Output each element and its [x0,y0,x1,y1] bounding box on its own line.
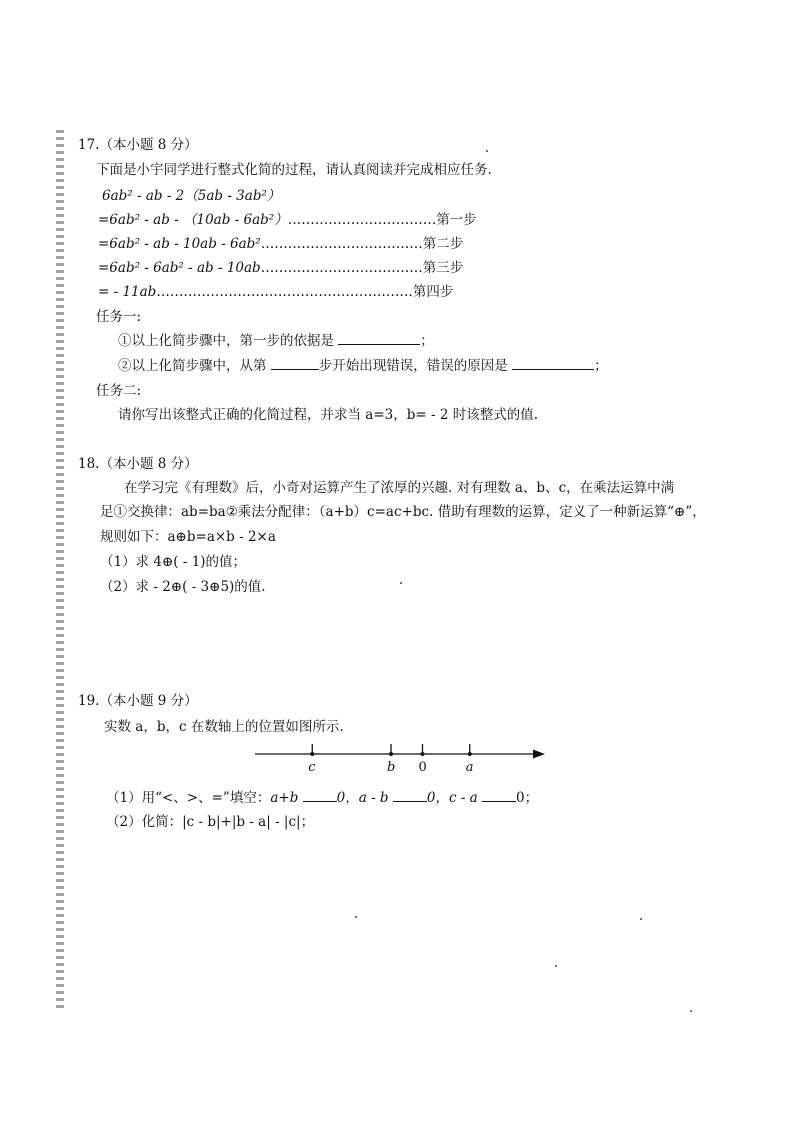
scan-speck [486,150,488,152]
arrow-head [533,750,545,759]
answer-blank[interactable] [482,789,516,802]
number-line-point-0 [421,752,425,756]
step-expr: =6ab² - 6ab² - ab - 10ab [98,260,261,276]
q17-intro: 下面是小宇同学进行整式化简的过程，请认真阅读并完成相应任务. [96,162,492,178]
number-line-label-a: a [465,760,474,775]
punct: ； [420,333,434,349]
binding-margin-marks [56,130,64,1010]
task1-item1-text: ①以上化简步骤中，第一步的依据是 [118,333,334,349]
step-expr: = - 11ab [98,284,157,300]
q17-task2-title: 任务二: [96,383,142,399]
q17-task2-text: 请你写出该整式正确的化简过程，并求当 a=3，b= - 2 时该整式的值. [118,407,539,423]
q19-part2: （2）化简：|c - b|+|b - a| - |c|； [106,814,315,830]
answer-blank[interactable] [303,789,337,802]
q17-step-2 [98,235,463,253]
step-expr: =6ab² - ab - （10ab - 6ab²） [98,212,288,228]
part1-expr-a: a+b [270,790,299,806]
scan-speck [640,918,642,920]
q19-part1 [106,789,538,807]
q17-step-4 [98,283,453,301]
q17-step-3 [98,259,463,277]
task1-item2-mid: 步开始出现错误，错误的原因是 [318,358,508,374]
step-label: 第三步 [422,260,464,276]
number-line-point-a [468,752,472,756]
q17-task1-title: 任务一: [96,309,142,325]
step-label: 第四步 [412,284,454,300]
number-line-point-c [310,752,314,756]
number-line-axis [255,738,545,778]
answer-blank[interactable] [512,357,594,370]
step-label: 第一步 [436,212,477,228]
task1-item2-text: ②以上化简步骤中，从第 [118,358,267,374]
step-dots: ……………………………… [260,260,423,276]
q18-part2: （2）求 - 2⊕( - 3⊕5)的值. [100,579,266,595]
step-dots: ………………………………………………… [156,284,413,300]
part1-expr-b: 0，a - b [336,790,389,806]
q18-para1: 在学习完《有理数》后，小奇对运算产生了浓厚的兴趣. 对有理数 a、b、c，在乘法运算中满 [124,480,675,496]
q17-expression: 6ab² - ab - 2（5ab - 3ab²） [102,188,281,204]
step-dots: ……………………………… [260,236,423,252]
part1-expr-c: 0，c - a [426,790,478,806]
q18-para2: 足①交换律：ab=ba②乘法分配律：（a+b）c=ac+bc. 借助有理数的运算，定义了一种新运算“⊕”， [100,504,706,520]
answer-blank[interactable] [338,332,420,345]
q17-task1-item2 [118,357,608,375]
part1-text: （1）用“<、>、=”填空： [106,790,271,806]
q19-title: 19.（本小题 9 分） [78,693,198,709]
part1-end: 0； [516,790,539,806]
q18-title: 18.（本小题 8 分） [78,456,198,472]
number-line-label-b: b [387,760,396,775]
number-line-label-c: c [308,760,316,775]
q17-task1-item1 [118,332,434,350]
answer-blank[interactable] [393,789,427,802]
q19-intro: 实数 a，b，c 在数轴上的位置如图所示. [104,719,344,735]
scan-speck [690,1010,692,1012]
scan-speck [555,965,557,967]
step-dots: …………………………… [287,212,437,228]
step-label: 第二步 [422,236,464,252]
number-line [255,738,545,778]
number-line-label-0: 0 [418,760,427,775]
number-line-point-b [389,752,393,756]
scan-speck [400,582,402,584]
q18-part1: （1）求 4⊕( - 1)的值； [100,554,247,570]
punct: ； [594,358,608,374]
answer-blank[interactable] [271,357,319,370]
q17-step-1 [98,211,477,229]
scan-speck [355,916,357,918]
step-expr: =6ab² - ab - 10ab - 6ab² [98,236,261,252]
q17-title: 17.（本小题 8 分） [78,137,198,153]
q18-para3: 规则如下：a⊕b=a×b - 2×a [100,529,276,545]
